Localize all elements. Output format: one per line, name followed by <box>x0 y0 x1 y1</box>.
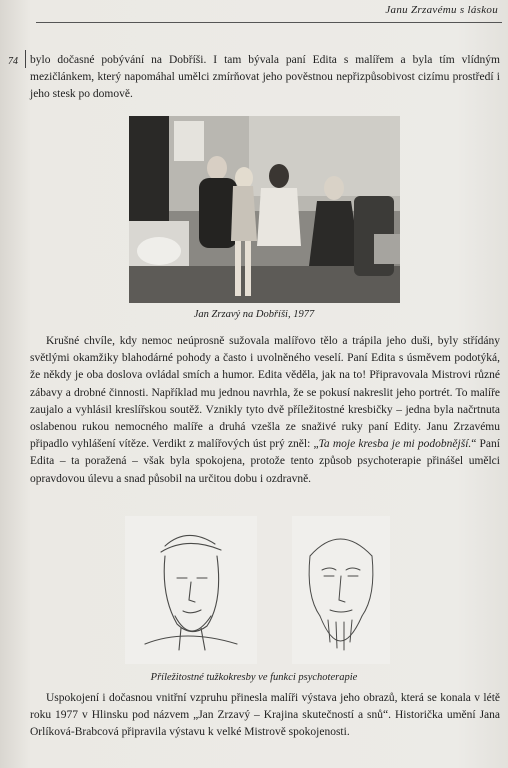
paragraph-3: Uspokojení i dočasnou vnitřní vzpruhu přinesla malíři výstava jeho obrazů, která se konala v létě roku 1977 v Hlinsku pod názvem „Jan Zrzavý – Krajina skutečností a snů“. Historička umění Jana Orlíková-Brabcová připravila výstavu k velké Mistrově spokojenosti. <box>30 692 500 739</box>
sketch-image-1 <box>125 516 257 664</box>
paragraph-2-quote: Ta moje kresba je mi podobnější. <box>318 438 472 451</box>
paragraph-2-text-end: “ Paní Edita – ta poražená – však byla spokojena, protože tento způsob psychoterapie přinášel umělci opravdovou úlevu a snad působil na určitou dobu i ozdravně. <box>30 438 500 485</box>
sketch-by-painter <box>125 516 257 664</box>
paragraph-1: bylo dočasné pobývání na Dobříši. I tam bývala paní Edita s malířem a byla tím vlídným mezičlánkem, který napomáhal umělci zmírňovat jeho pověstnou nepřizpůsobivost cizímu prostředí i jeho stesk po domově. <box>30 54 500 101</box>
running-head: Janu Zrzavému s láskou <box>385 4 498 16</box>
sketch-image-2 <box>292 516 390 664</box>
paragraph-2-text: Krušné chvíle, kdy nemoc neúprosně sužovala malířovo tělo a trápila jeho duši, byly střídány světlými okamžiky blahodárné pohody a často i uvolněného veselí. Paní Edita s úsměvem podotýká, že někdy je oba doslova ovládal smích a humor. Edita věděla, jak na to! Připravovala Mistrovi různé zábavy a drobné činnosti. Například mu jednou navrhla, že se pokusí nakreslit jeho portrét. To malíře zaujalo a vyhlásil kreslířskou soutěž. Vznikly tyto dvě příležitostné kresbičky – jedna byla načrtnuta oslabenou rukou nemocného malíře a druhá vzešla ze snaživé ruky paní Edity. Janu Zrzavému připadlo vyhlášení vítěze. Verdikt z malířových úst prý zněl: „ <box>30 335 500 451</box>
sketch-by-edita <box>292 516 390 664</box>
header-rule <box>36 22 502 23</box>
sketches-caption: Příležitostné tužkokresby ve funkci psychoterapie <box>150 672 358 683</box>
page-number-rule <box>25 50 26 68</box>
photo-caption: Jan Zrzavý na Dobříši, 1977 <box>193 309 315 320</box>
photo-image <box>129 116 400 303</box>
paragraph-2 <box>30 333 500 488</box>
photo-zrzavy-dobris <box>129 116 400 303</box>
page-number: 74 <box>8 56 18 67</box>
